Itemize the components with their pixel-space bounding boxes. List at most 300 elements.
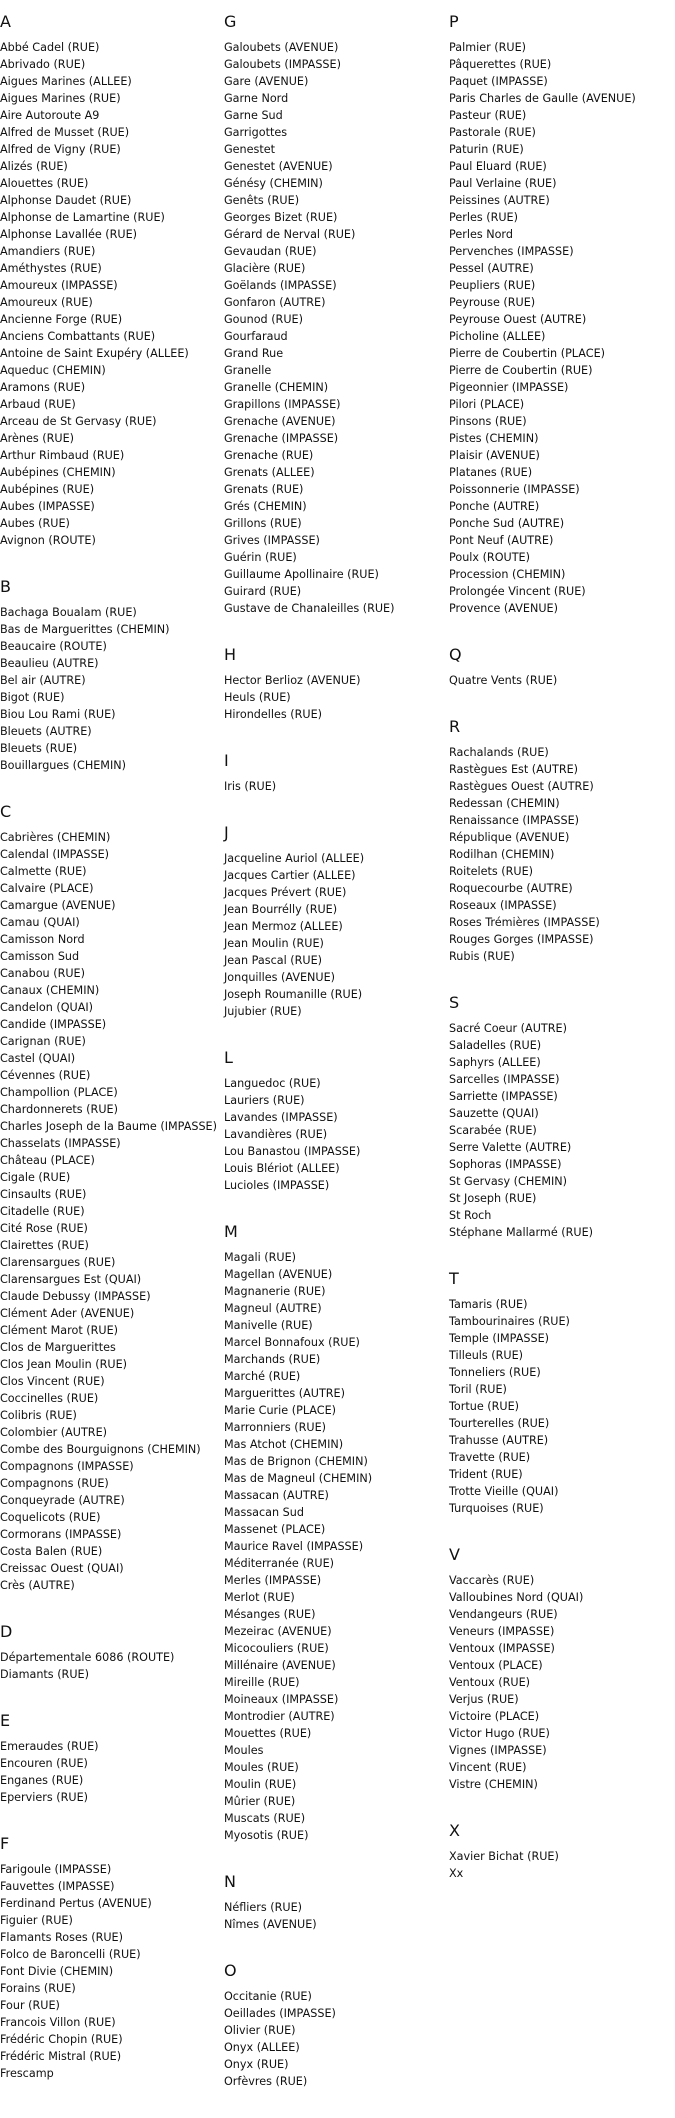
letter-section — [224, 645, 448, 723]
street-entry: Bleuets (AUTRE) — [0, 725, 92, 738]
street-list — [0, 39, 224, 549]
street-entry: Mezeirac (AVENUE) — [224, 1625, 332, 1638]
street-entry: Gevaudan (RUE) — [224, 245, 317, 258]
street-entry: Arbaud (RUE) — [0, 398, 76, 411]
street-entry: Roses Trémières (IMPASSE) — [449, 916, 600, 929]
street-entry: Grives (IMPASSE) — [224, 534, 320, 547]
street-entry: Charles Joseph de la Baume (IMPASSE) — [0, 1120, 217, 1133]
street-list — [224, 1899, 448, 1933]
street-entry: Perles Nord — [449, 228, 513, 241]
street-entry: Granelle (CHEMIN) — [224, 381, 329, 394]
street-entry: Roseaux (IMPASSE) — [449, 899, 557, 912]
street-entry: Frescamp — [0, 2067, 54, 2080]
street-entry: Perles (RUE) — [449, 211, 518, 224]
section-letter-heading: X — [449, 1821, 460, 1840]
street-entry: Citadelle (RUE) — [0, 1205, 85, 1218]
street-entry: Marguerittes (AUTRE) — [224, 1387, 345, 1400]
street-entry: Costa Balen (RUE) — [0, 1545, 103, 1558]
street-entry: Creissac Ouest (QUAI) — [0, 1562, 124, 1575]
street-entry: St Gervasy (CHEMIN) — [449, 1175, 568, 1188]
street-entry: Marie Curie (PLACE) — [224, 1404, 337, 1417]
street-entry: Magnanerie (RUE) — [224, 1285, 326, 1298]
street-entry: Calendal (IMPASSE) — [0, 848, 110, 861]
street-entry: Aramons (RUE) — [0, 381, 86, 394]
street-entry: Merlot (RUE) — [224, 1591, 295, 1604]
street-entry: Grenache (IMPASSE) — [224, 432, 339, 445]
street-entry: Hector Berlioz (AVENUE) — [224, 674, 361, 687]
street-entry: Diamants (RUE) — [0, 1668, 89, 1681]
street-entry: Moineaux (IMPASSE) — [224, 1693, 339, 1706]
street-entry: Occitanie (RUE) — [224, 1990, 312, 2003]
street-entry: Claude Debussy (IMPASSE) — [0, 1290, 151, 1303]
street-entry: Vignes (IMPASSE) — [449, 1744, 547, 1757]
street-entry: Grand Rue — [224, 347, 284, 360]
street-entry: Micocouliers (RUE) — [224, 1642, 329, 1655]
street-entry: Renaissance (IMPASSE) — [449, 814, 580, 827]
street-entry: Ponche Sud (AUTRE) — [449, 517, 565, 530]
street-entry: Alizés (RUE) — [0, 160, 68, 173]
street-entry: Lavandières (RUE) — [224, 1128, 328, 1141]
street-entry: Mas Atchot (CHEMIN) — [224, 1438, 344, 1451]
street-entry: Aubépines (CHEMIN) — [0, 466, 116, 479]
street-entry: Palmier (RUE) — [449, 41, 527, 54]
street-entry: Magellan (AVENUE) — [224, 1268, 333, 1281]
street-entry: Canabou (RUE) — [0, 967, 85, 980]
street-entry: Joseph Roumanille (RUE) — [224, 988, 363, 1001]
street-entry: Camisson Sud — [0, 950, 80, 963]
street-entry: Four (RUE) — [0, 1999, 60, 2012]
street-entry: Alphonse de Lamartine (RUE) — [0, 211, 165, 224]
section-letter-heading: F — [0, 1834, 10, 1853]
street-entry: Cinsaults (RUE) — [0, 1188, 87, 1201]
street-entry: Rachalands (RUE) — [449, 746, 549, 759]
street-entry: Canaux (CHEMIN) — [0, 984, 100, 997]
letter-section — [0, 1834, 224, 2082]
street-entry: Sophoras (IMPASSE) — [449, 1158, 562, 1171]
street-list — [224, 1988, 448, 2090]
street-entry: Moules — [224, 1744, 264, 1757]
street-entry: Paturin (RUE) — [449, 143, 524, 156]
street-entry: Rodilhan (CHEMIN) — [449, 848, 555, 861]
street-entry: Veneurs (IMPASSE) — [449, 1625, 555, 1638]
street-entry: Grenache (RUE) — [224, 449, 314, 462]
street-entry: Marchands (RUE) — [224, 1353, 321, 1366]
street-entry: Ponche (AUTRE) — [449, 500, 540, 513]
street-entry: Goëlands (IMPASSE) — [224, 279, 337, 292]
street-list — [224, 1249, 448, 1844]
street-entry: Oeillades (IMPASSE) — [224, 2007, 336, 2020]
section-letter-heading: O — [224, 1961, 237, 1980]
street-entry: Paul Eluard (RUE) — [449, 160, 547, 173]
street-entry: Pont Neuf (AUTRE) — [449, 534, 554, 547]
street-entry: Ventoux (RUE) — [449, 1676, 531, 1689]
street-entry: Provence (AVENUE) — [449, 602, 558, 615]
street-entry: Flamants Roses (RUE) — [0, 1931, 123, 1944]
street-entry: Bouillargues (CHEMIN) — [0, 759, 126, 772]
street-entry: Pistes (CHEMIN) — [449, 432, 539, 445]
street-entry: Camisson Nord — [0, 933, 85, 946]
street-entry: Bachaga Boualam (RUE) — [0, 606, 137, 619]
street-entry: Figuier (RUE) — [0, 1914, 73, 1927]
letter-section — [449, 12, 673, 617]
street-entry: Aubes (RUE) — [0, 517, 70, 530]
street-entry: Gonfaron (AUTRE) — [224, 296, 326, 309]
street-entry: Heuls (RUE) — [224, 691, 291, 704]
street-entry: Sauzette (QUAI) — [449, 1107, 539, 1120]
street-entry: Mireille (RUE) — [224, 1676, 300, 1689]
street-entry: Onyx (RUE) — [224, 2058, 289, 2071]
letter-section — [0, 577, 224, 774]
street-entry: Améthystes (RUE) — [0, 262, 102, 275]
street-entry: Biou Lou Rami (RUE) — [0, 708, 116, 721]
street-entry: Amoureux (RUE) — [0, 296, 93, 309]
street-entry: Jean Bourrélly (RUE) — [224, 903, 338, 916]
street-list — [0, 829, 224, 1594]
street-entry: Ancienne Forge (RUE) — [0, 313, 123, 326]
street-entry: Jacques Cartier (ALLEE) — [224, 869, 356, 882]
street-entry: Roitelets (RUE) — [449, 865, 534, 878]
street-entry: Gounod (RUE) — [224, 313, 303, 326]
section-letter-heading: R — [449, 717, 461, 736]
street-entry: Cabrières (CHEMIN) — [0, 831, 111, 844]
street-entry: Verjus (RUE) — [449, 1693, 519, 1706]
street-entry: Bas de Marguerittes (CHEMIN) — [0, 623, 170, 636]
street-list — [224, 850, 448, 1020]
street-entry: Magneul (AUTRE) — [224, 1302, 322, 1315]
letter-section — [449, 717, 673, 965]
street-entry: Lavandes (IMPASSE) — [224, 1111, 338, 1124]
street-entry: Abrivado (RUE) — [0, 58, 86, 71]
letter-section — [224, 1222, 448, 1844]
street-entry: Grapillons (IMPASSE) — [224, 398, 341, 411]
street-entry: Clément Marot (RUE) — [0, 1324, 119, 1337]
section-letter-heading: C — [0, 802, 12, 821]
section-letter-heading: L — [224, 1048, 233, 1067]
street-entry: Granelle — [224, 364, 272, 377]
street-entry: Alouettes (RUE) — [0, 177, 89, 190]
street-entry: Marronniers (RUE) — [224, 1421, 327, 1434]
street-entry: Chasselats (IMPASSE) — [0, 1137, 121, 1150]
street-entry: Peyrouse (RUE) — [449, 296, 536, 309]
street-entry: Amoureux (IMPASSE) — [0, 279, 118, 292]
street-entry: Cité Rose (RUE) — [0, 1222, 88, 1235]
street-list — [449, 672, 673, 689]
street-entry: Gourfaraud — [224, 330, 288, 343]
street-entry: Montrodier (AUTRE) — [224, 1710, 335, 1723]
street-entry: Jujubier (RUE) — [224, 1005, 302, 1018]
street-entry: Pinsons (RUE) — [449, 415, 527, 428]
street-entry: Encouren (RUE) — [0, 1757, 88, 1770]
street-entry: Farigoule (IMPASSE) — [0, 1863, 112, 1876]
street-entry: Moulin (RUE) — [224, 1778, 297, 1791]
street-entry: Cévennes (RUE) — [0, 1069, 91, 1082]
street-entry: Combe des Bourguignons (CHEMIN) — [0, 1443, 201, 1456]
street-entry: Tamaris (RUE) — [449, 1298, 528, 1311]
street-entry: Pierre de Coubertin (PLACE) — [449, 347, 606, 360]
street-entry: Calmette (RUE) — [0, 865, 87, 878]
street-entry: Ferdinand Pertus (AVENUE) — [0, 1897, 152, 1910]
street-entry: Temple (IMPASSE) — [449, 1332, 549, 1345]
street-entry: Calvaire (PLACE) — [0, 882, 94, 895]
letter-section — [224, 1961, 448, 2090]
street-entry: Eperviers (RUE) — [0, 1791, 89, 1804]
street-entry: Peissines (AUTRE) — [449, 194, 550, 207]
street-entry: Louis Blériot (ALLEE) — [224, 1162, 340, 1175]
street-entry: Tonneliers (RUE) — [449, 1366, 541, 1379]
street-entry: Peyrouse Ouest (AUTRE) — [449, 313, 587, 326]
street-entry: Quatre Vents (RUE) — [449, 674, 558, 687]
street-entry: Travette (RUE) — [449, 1451, 531, 1464]
letter-section — [0, 12, 224, 549]
street-entry: Procession (CHEMIN) — [449, 568, 566, 581]
street-entry: Bleuets (RUE) — [0, 742, 78, 755]
street-entry: Merles (IMPASSE) — [224, 1574, 322, 1587]
street-entry: Aigues Marines (ALLEE) — [0, 75, 132, 88]
street-list — [449, 744, 673, 965]
street-entry: Gustave de Chanaleilles (RUE) — [224, 602, 395, 615]
street-entry: Toril (RUE) — [449, 1383, 507, 1396]
street-entry: Victoire (PLACE) — [449, 1710, 540, 1723]
street-entry: Turquoises (RUE) — [449, 1502, 544, 1515]
street-entry: Fauvettes (IMPASSE) — [0, 1880, 115, 1893]
street-entry: Serre Valette (AUTRE) — [449, 1141, 572, 1154]
street-entry: Grillons (RUE) — [224, 517, 302, 530]
section-letter-heading: P — [449, 12, 459, 31]
street-list — [449, 1296, 673, 1517]
street-entry: Font Divie (CHEMIN) — [0, 1965, 114, 1978]
street-entry: Conqueyrade (AUTRE) — [0, 1494, 125, 1507]
street-entry: Jean Moulin (RUE) — [224, 937, 324, 950]
street-entry: Colibris (RUE) — [0, 1409, 77, 1422]
street-entry: Francois Villon (RUE) — [0, 2016, 116, 2029]
street-entry: Clos Vincent (RUE) — [0, 1375, 105, 1388]
street-entry: Paquet (IMPASSE) — [449, 75, 548, 88]
street-entry: Myosotis (RUE) — [224, 1829, 309, 1842]
street-entry: Aubépines (RUE) — [0, 483, 95, 496]
street-entry: Sarriette (IMPASSE) — [449, 1090, 558, 1103]
street-entry: Rastègues Ouest (AUTRE) — [449, 780, 594, 793]
street-entry: Pastorale (RUE) — [449, 126, 536, 139]
street-entry: Rubis (RUE) — [449, 950, 515, 963]
letter-section — [449, 645, 673, 689]
street-entry: Coccinelles (RUE) — [0, 1392, 99, 1405]
street-entry: Aubes (IMPASSE) — [0, 500, 95, 513]
street-list — [449, 39, 673, 617]
street-entry: Massacan (AUTRE) — [224, 1489, 329, 1502]
street-entry: Génésy (CHEMIN) — [224, 177, 323, 190]
street-entry: Carignan (RUE) — [0, 1035, 86, 1048]
street-index-column-3 — [449, 0, 673, 1910]
street-entry: Lauriers (RUE) — [224, 1094, 305, 1107]
street-entry: Pigeonnier (IMPASSE) — [449, 381, 569, 394]
street-entry: Compagnons (RUE) — [0, 1477, 109, 1490]
street-entry: Rastègues Est (AUTRE) — [449, 763, 579, 776]
street-list — [224, 672, 448, 723]
street-entry: Clos Jean Moulin (RUE) — [0, 1358, 128, 1371]
street-entry: République (AVENUE) — [449, 831, 570, 844]
street-entry: Saladelles (RUE) — [449, 1039, 542, 1052]
street-entry: Champollion (PLACE) — [0, 1086, 118, 1099]
street-entry: Méditerranée (RUE) — [224, 1557, 335, 1570]
section-letter-heading: T — [449, 1269, 459, 1288]
street-entry: Colombier (AUTRE) — [0, 1426, 108, 1439]
street-entry: Frédéric Chopin (RUE) — [0, 2033, 123, 2046]
section-letter-heading: M — [224, 1222, 238, 1241]
street-entry: Mouettes (RUE) — [224, 1727, 312, 1740]
street-entry: Camau (QUAI) — [0, 916, 80, 929]
letter-section — [0, 1622, 224, 1683]
street-entry: Glacière (RUE) — [224, 262, 306, 275]
street-entry: Enganes (RUE) — [0, 1774, 84, 1787]
street-entry: Alfred de Vigny (RUE) — [0, 143, 121, 156]
letter-section — [0, 1711, 224, 1806]
street-entry: Sacré Coeur (AUTRE) — [449, 1022, 567, 1035]
street-entry: Amandiers (RUE) — [0, 245, 96, 258]
street-entry: Guillaume Apollinaire (RUE) — [224, 568, 379, 581]
street-entry: Poulx (ROUTE) — [449, 551, 530, 564]
street-list — [224, 1075, 448, 1194]
section-letter-heading: B — [0, 577, 11, 596]
street-entry: Saphyrs (ALLEE) — [449, 1056, 541, 1069]
street-list — [449, 1572, 673, 1793]
street-entry: Avignon (ROUTE) — [0, 534, 96, 547]
street-entry: Picholine (ALLEE) — [449, 330, 546, 343]
street-entry: Prolongée Vincent (RUE) — [449, 585, 586, 598]
street-entry: Victor Hugo (RUE) — [449, 1727, 550, 1740]
street-entry: Clarensargues Est (QUAI) — [0, 1273, 142, 1286]
street-entry: Redessan (CHEMIN) — [449, 797, 560, 810]
street-entry: Maurice Ravel (IMPASSE) — [224, 1540, 364, 1553]
street-entry: Xx — [449, 1867, 464, 1880]
street-entry: Vendangeurs (RUE) — [449, 1608, 558, 1621]
street-entry: Mûrier (RUE) — [224, 1795, 296, 1808]
street-entry: Rouges Gorges (IMPASSE) — [449, 933, 594, 946]
street-entry: Coquelicots (RUE) — [0, 1511, 101, 1524]
street-entry: Magali (RUE) — [224, 1251, 296, 1264]
street-entry: Alfred de Musset (RUE) — [0, 126, 130, 139]
street-entry: Peupliers (RUE) — [449, 279, 536, 292]
street-entry: Jean Pascal (RUE) — [224, 954, 323, 967]
street-entry: Stéphane Mallarmé (RUE) — [449, 1226, 594, 1239]
street-entry: Sarcelles (IMPASSE) — [449, 1073, 560, 1086]
street-list — [0, 604, 224, 774]
street-entry: Forains (RUE) — [0, 1982, 76, 1995]
section-letter-heading: J — [224, 823, 229, 842]
street-entry: Poissonnerie (IMPASSE) — [449, 483, 580, 496]
street-entry: Tourterelles (RUE) — [449, 1417, 550, 1430]
street-entry: Ventoux (IMPASSE) — [449, 1642, 555, 1655]
street-entry: Massenet (PLACE) — [224, 1523, 326, 1536]
street-entry: Galoubets (AVENUE) — [224, 41, 339, 54]
street-entry: Beaucaire (ROUTE) — [0, 640, 107, 653]
street-entry: Onyx (ALLEE) — [224, 2041, 300, 2054]
street-entry: Antoine de Saint Exupéry (ALLEE) — [0, 347, 189, 360]
street-entry: Garne Sud — [224, 109, 283, 122]
letter-section — [449, 1545, 673, 1793]
street-entry: Cormorans (IMPASSE) — [0, 1528, 122, 1541]
street-entry: Xavier Bichat (RUE) — [449, 1850, 559, 1863]
letter-section — [449, 1269, 673, 1517]
street-entry: Marché (RUE) — [224, 1370, 301, 1383]
section-letter-heading: V — [449, 1545, 460, 1564]
letter-section — [224, 1048, 448, 1194]
street-entry: Massacan Sud — [224, 1506, 304, 1519]
street-entry: Hirondelles (RUE) — [224, 708, 323, 721]
street-entry: Candide (IMPASSE) — [0, 1018, 107, 1031]
street-entry: Candelon (QUAI) — [0, 1001, 94, 1014]
street-entry: Paris Charles de Gaulle (AVENUE) — [449, 92, 636, 105]
letter-section — [224, 12, 448, 617]
street-entry: Trident (RUE) — [449, 1468, 523, 1481]
letter-section — [224, 1872, 448, 1933]
street-entry: Genestet (AVENUE) — [224, 160, 333, 173]
street-list — [224, 778, 448, 795]
street-entry: Jean Mermoz (ALLEE) — [224, 920, 343, 933]
street-entry: Jacques Prévert (RUE) — [224, 886, 347, 899]
street-entry: Languedoc (RUE) — [224, 1077, 321, 1090]
street-entry: Marcel Bonnafoux (RUE) — [224, 1336, 360, 1349]
street-entry: Aqueduc (CHEMIN) — [0, 364, 106, 377]
street-entry: Aigues Marines (RUE) — [0, 92, 121, 105]
street-entry: Garrigottes — [224, 126, 288, 139]
street-entry: Platanes (RUE) — [449, 466, 533, 479]
street-entry: Trahusse (AUTRE) — [449, 1434, 549, 1447]
street-entry: Clarensargues (RUE) — [0, 1256, 116, 1269]
street-entry: Lou Banastou (IMPASSE) — [224, 1145, 361, 1158]
street-entry: Valloubines Nord (QUAI) — [449, 1591, 584, 1604]
street-entry: Bel air (AUTRE) — [0, 674, 86, 687]
street-entry: Cigale (RUE) — [0, 1171, 71, 1184]
street-entry: Pervenches (IMPASSE) — [449, 245, 574, 258]
section-letter-heading: S — [449, 993, 460, 1012]
letter-section — [0, 802, 224, 1594]
street-entry: Vincent (RUE) — [449, 1761, 527, 1774]
street-entry: Garne Nord — [224, 92, 289, 105]
street-entry: Roquecourbe (AUTRE) — [449, 882, 573, 895]
section-letter-heading: A — [0, 12, 11, 31]
street-entry: Paul Verlaine (RUE) — [449, 177, 557, 190]
street-entry: Gare (AVENUE) — [224, 75, 309, 88]
letter-section — [224, 751, 448, 795]
street-entry: Clairettes (RUE) — [0, 1239, 89, 1252]
letter-section — [449, 1821, 673, 1882]
street-entry: Tortue (RUE) — [449, 1400, 520, 1413]
street-entry: Mésanges (RUE) — [224, 1608, 316, 1621]
street-index-column-1 — [0, 0, 224, 2110]
street-list — [0, 1738, 224, 1806]
street-entry: Pilori (PLACE) — [449, 398, 525, 411]
street-entry: Compagnons (IMPASSE) — [0, 1460, 134, 1473]
street-entry: Pasteur (RUE) — [449, 109, 527, 122]
street-list — [224, 39, 448, 617]
street-entry: Aire Autoroute A9 — [0, 109, 100, 122]
street-list — [0, 1861, 224, 2082]
street-entry: Guérin (RUE) — [224, 551, 297, 564]
street-entry: Pierre de Coubertin (RUE) — [449, 364, 593, 377]
street-entry: Tambourinaires (RUE) — [449, 1315, 570, 1328]
street-entry: Scarabée (RUE) — [449, 1124, 537, 1137]
street-entry: Georges Bizet (RUE) — [224, 211, 338, 224]
street-entry: Beaulieu (AUTRE) — [0, 657, 99, 670]
street-entry: Néfliers (RUE) — [224, 1901, 303, 1914]
street-entry: Mas de Magneul (CHEMIN) — [224, 1472, 373, 1485]
street-entry: Arènes (RUE) — [0, 432, 75, 445]
street-entry: Vaccarès (RUE) — [449, 1574, 535, 1587]
section-letter-heading: D — [0, 1622, 13, 1641]
street-entry: Gérard de Nerval (RUE) — [224, 228, 356, 241]
street-entry: Anciens Combattants (RUE) — [0, 330, 156, 343]
street-entry: Guirard (RUE) — [224, 585, 302, 598]
